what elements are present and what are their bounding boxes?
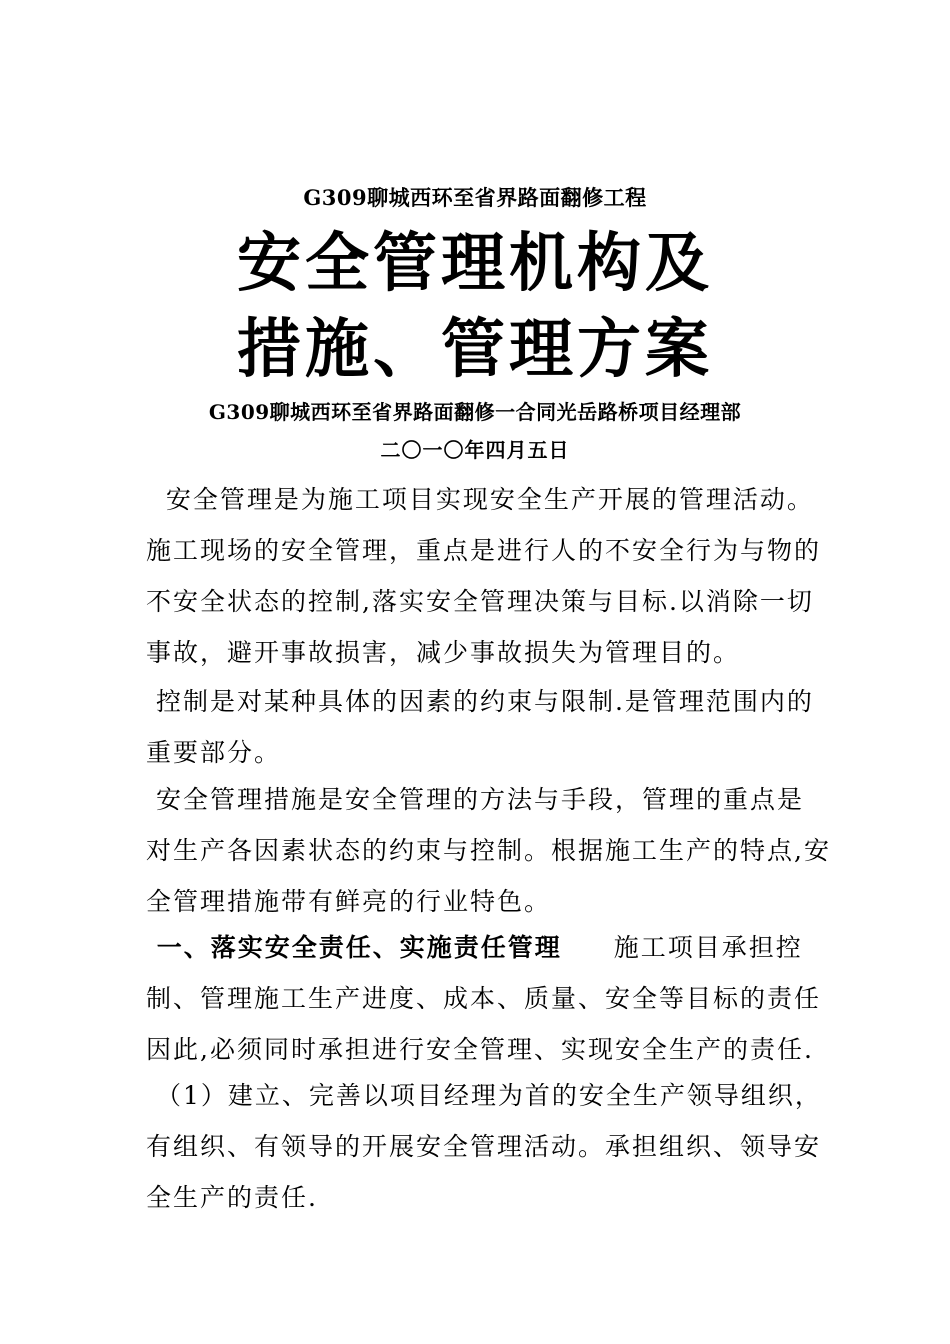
text-line: 重要部分。 bbox=[146, 738, 282, 767]
text-line: 控制是对某种具体的因素的约束与限制.是管理范围内的 bbox=[146, 687, 814, 716]
section-heading: 一、落实安全责任、实施责任管理 bbox=[146, 933, 562, 962]
text-line: （1）建立、完善以项目经理为首的安全生产领导组织， bbox=[146, 1081, 822, 1110]
paragraph-safety-management bbox=[146, 474, 822, 678]
paragraph-control bbox=[146, 676, 814, 778]
section-responsibility bbox=[146, 922, 822, 1075]
paragraph-item-1 bbox=[146, 1070, 822, 1223]
project-title: G309聊城西环至省界路面翻修工程 bbox=[303, 185, 647, 210]
text-line: 有组织、有领导的开展安全管理活动。承担组织、领导安 bbox=[146, 1132, 822, 1161]
text-line: 对生产各因素状态的约束与控制。根据施工生产的特点,安 bbox=[146, 836, 831, 865]
organization-name: G309聊城西环至省界路面翻修一合同光岳路桥项目经理部 bbox=[208, 400, 742, 424]
text-line: 施工现场的安全管理，重点是进行人的不安全行为与物的 bbox=[146, 536, 822, 565]
section-first-line bbox=[146, 922, 810, 973]
text-line: 安全管理措施是安全管理的方法与手段，管理的重点是 bbox=[146, 785, 804, 814]
text-fragment: 施工项目承担控 bbox=[613, 933, 803, 962]
main-title-line-2: 措施、管理方案 bbox=[237, 312, 713, 387]
text-line: 安全管理是为施工项目实现安全生产开展的管理活动。 bbox=[146, 485, 814, 514]
text-line: 全管理措施带有鲜亮的行业特色。 bbox=[146, 887, 552, 916]
main-title-line-1: 安全管理机构及 bbox=[237, 226, 713, 301]
paragraph-safety-measures bbox=[146, 774, 831, 927]
document-date: 二〇一〇年四月五日 bbox=[380, 438, 570, 462]
text-line: 不安全状态的控制,落实安全管理决策与目标.以消除一切 bbox=[146, 587, 814, 616]
text-line: 事故，避开事故损害，减少事故损失为管理目的。 bbox=[146, 638, 741, 667]
text-line: 制、管理施工生产进度、成本、质量、安全等目标的责任 bbox=[146, 984, 822, 1013]
text-line: 因此,必须同时承担进行安全管理、实现安全生产的责任. bbox=[146, 1035, 814, 1064]
text-line: 全生产的责任. bbox=[146, 1183, 318, 1212]
